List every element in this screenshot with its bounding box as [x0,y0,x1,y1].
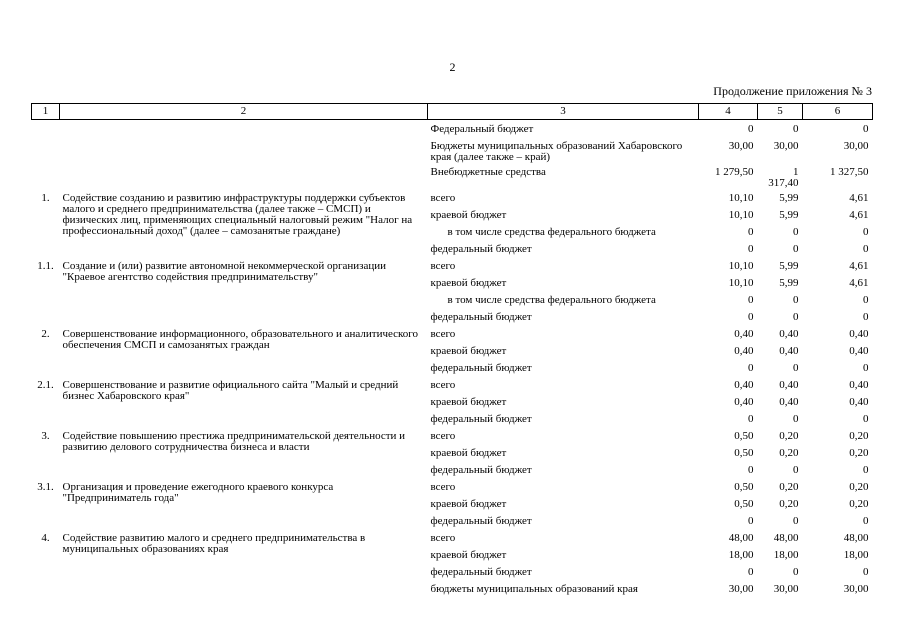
value-cell: 0,20 [849,497,869,510]
value-cell: 0 [748,123,754,135]
value-cell: 30,00 [843,582,869,595]
value-cell: 10,10 [728,191,754,204]
value-cell: 0 [863,123,869,135]
table-row [32,325,873,342]
table-row [32,427,873,444]
row-code-cell [32,137,60,163]
value-cell: 0 [748,361,754,374]
value-cell: 0,20 [779,429,799,442]
funding-source-cell: всего [430,480,456,493]
funding-source-cell: краевой бюджет [430,446,507,459]
value-cell: 0 [748,293,754,306]
value-cell: 0,20 [779,446,799,459]
measure-code-cell: 2.1. [37,378,54,391]
value-cell: 30,00 [728,139,754,152]
table-row [32,189,873,206]
table-row [32,120,873,137]
measure-name-cell: Содействие повышению престижа предпринимательской деятельности и развитию делового сотрудничества бизнеса и власти [62,429,406,453]
funding-source-cell: федеральный бюджет [430,310,532,323]
measure-code-cell: 4. [41,531,50,544]
value-cell: 0 [748,463,754,476]
value-cell: 18,00 [843,548,869,561]
page-number: 2 [449,60,456,74]
budget-table [31,103,873,597]
value-cell: 0 [863,293,869,306]
measure-name-cell: Совершенствование и развитие официального сайта "Малый и средний бизнес Хабаровского края" [62,378,399,402]
value-cell: 10,10 [728,208,754,221]
value-cell: 0 [793,463,799,476]
funding-source-cell: бюджеты муниципальных образований края [430,582,638,595]
value-cell: 0,40 [849,378,869,391]
row-code-cell [32,120,60,137]
value-cell: 0,50 [734,446,754,459]
value-cell: 0 [863,225,869,238]
value-cell: 48,00 [728,531,754,544]
value-cell: 0 [793,225,799,238]
value-cell: 4,61 [849,259,869,272]
value-cell: 4,61 [849,191,869,204]
value-cell: 0,50 [734,429,754,442]
funding-source-cell: краевой бюджет [430,497,507,510]
value-cell: 0 [863,463,869,476]
value-cell: 0,40 [734,395,754,408]
funding-source-cell: федеральный бюджет [430,565,532,578]
funding-source-cell: всего [430,531,456,544]
measure-code-cell: 1.1. [37,259,54,272]
value-cell: 30,00 [728,582,754,595]
value-cell: 30,00 [773,139,799,152]
column-header-5: 5 [758,104,803,120]
value-cell: 0,40 [849,395,869,408]
value-cell: 0 [793,412,799,425]
funding-source-cell: краевой бюджет [430,276,507,289]
funding-source-cell: всего [430,191,456,204]
value-cell: 48,00 [773,531,799,544]
table-body [32,120,873,597]
value-cell: 10,10 [728,259,754,272]
column-header-2: 2 [60,104,428,120]
value-cell: 0 [748,565,754,578]
column-header-3: 3 [428,104,699,120]
funding-source-cell: Федеральный бюджет [430,123,534,135]
funding-source-cell: в том числе средства федерального бюджета [447,225,656,238]
appendix-continuation-note: Продолжение приложения № 3 [713,84,872,98]
table-row [32,257,873,274]
value-cell: 30,00 [843,139,869,152]
measure-name-cell: Содействие созданию и развитию инфраструктуры поддержки субъектов малого и среднего предпринимательства (далее также – СМСП) и физических лиц, применяющих специальный налоговый режим "Налог на профессиональный доход" (далее – самозанятые граждане) [62,191,413,237]
value-cell: 0,40 [734,327,754,340]
value-cell: 0 [793,361,799,374]
value-cell: 18,00 [773,548,799,561]
value-cell: 0 [748,514,754,527]
value-cell: 0,20 [779,497,799,510]
value-cell: 4,61 [849,208,869,221]
value-cell: 0 [748,310,754,323]
value-cell: 0 [793,242,799,255]
value-cell: 1 279,50 [715,165,754,178]
value-cell: 0,40 [849,344,869,357]
value-cell: 0 [863,310,869,323]
funding-source-cell: всего [430,378,456,391]
funding-source-cell: Бюджеты муниципальных образований Хабаровского края (далее также – край) [430,139,683,163]
value-cell: 5,99 [779,208,799,221]
value-cell: 0 [793,293,799,306]
value-cell: 0,40 [849,327,869,340]
value-cell: 10,10 [728,276,754,289]
funding-source-cell: всего [430,259,456,272]
value-cell: 0,20 [849,480,869,493]
funding-source-cell: краевой бюджет [430,208,507,221]
value-cell: 0,40 [779,327,799,340]
value-cell: 0 [748,412,754,425]
measure-name-cell: Совершенствование информационного, образовательного и аналитического обеспечения СМСП и самозанятых граждан [62,327,419,351]
measure-name-cell: Организация и проведение ежегодного краевого конкурса "Предприниматель года" [62,480,334,504]
value-cell: 0 [863,514,869,527]
column-header-1: 1 [32,104,60,120]
column-header-6: 6 [803,104,873,120]
value-cell: 1 327,50 [830,165,869,178]
row-name-cell [60,163,428,189]
measure-name-cell: Создание и (или) развитие автономной некоммерческой организации "Краевое агентство содействия предпринимательству" [62,259,387,283]
value-cell: 0,20 [849,429,869,442]
measure-code-cell: 3.1. [37,480,54,493]
table-row [32,478,873,495]
value-cell: 5,99 [779,191,799,204]
funding-source-cell: всего [430,429,456,442]
value-cell: 5,99 [779,276,799,289]
value-cell: 0 [863,565,869,578]
value-cell: 0 [748,242,754,255]
value-cell: 0 [793,123,799,135]
value-cell: 0,40 [734,378,754,391]
value-cell: 0 [793,514,799,527]
row-name-cell [60,120,428,137]
value-cell: 0 [748,225,754,238]
value-cell: 0 [863,412,869,425]
value-cell: 0,20 [779,480,799,493]
funding-source-cell: федеральный бюджет [430,361,532,374]
value-cell: 5,99 [779,259,799,272]
value-cell: 0 [793,565,799,578]
value-cell: 0,40 [734,344,754,357]
value-cell: 0,50 [734,497,754,510]
column-header-4: 4 [699,104,758,120]
funding-source-cell: федеральный бюджет [430,463,532,476]
measure-code-cell: 3. [41,429,50,442]
value-cell: 48,00 [843,531,869,544]
table-row [32,163,873,189]
funding-source-cell: краевой бюджет [430,344,507,357]
value-cell: 18,00 [728,548,754,561]
value-cell: 0,20 [849,446,869,459]
table-row [32,376,873,393]
measure-name-cell: Содействие развитию малого и среднего предпринимательства в муниципальных образованиях края [62,531,366,555]
value-cell: 0 [793,310,799,323]
value-cell: 30,00 [773,582,799,595]
funding-source-cell: Внебюджетные средства [430,165,546,178]
value-cell: 0 [863,242,869,255]
funding-source-cell: всего [430,327,456,340]
funding-source-cell: в том числе средства федерального бюджета [447,293,656,306]
table-row [32,529,873,546]
value-cell: 0,50 [734,480,754,493]
value-cell: 4,61 [849,276,869,289]
funding-source-cell: федеральный бюджет [430,412,532,425]
funding-source-cell: федеральный бюджет [430,242,532,255]
value-cell: 0,40 [779,344,799,357]
funding-source-cell: краевой бюджет [430,395,507,408]
value-cell: 0,40 [779,378,799,391]
row-name-cell [60,137,428,163]
measure-code-cell: 2. [41,327,50,340]
funding-source-cell: федеральный бюджет [430,514,532,527]
value-cell: 0 [863,361,869,374]
funding-source-cell: краевой бюджет [430,548,507,561]
value-cell: 0,40 [779,395,799,408]
value-cell: 1 317,40 [768,165,799,189]
row-code-cell [32,163,60,189]
table-header-row [32,104,873,120]
table-row [32,137,873,163]
measure-code-cell: 1. [41,191,50,204]
